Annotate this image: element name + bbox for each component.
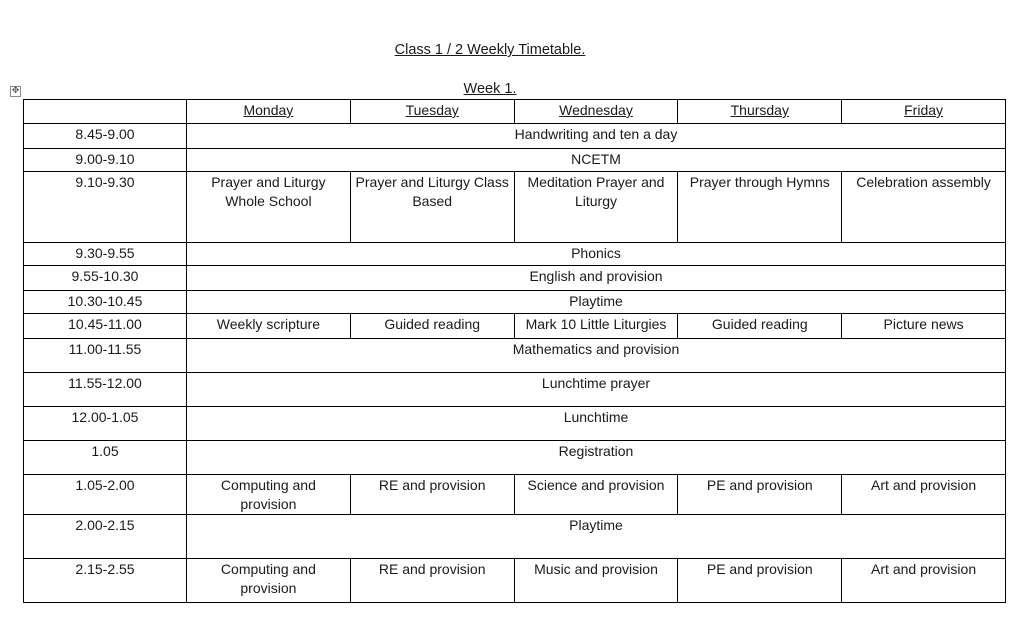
- time-cell[interactable]: 10.45-11.00: [24, 314, 187, 339]
- header-row: [24, 100, 1006, 124]
- activity-cell[interactable]: English and provision: [187, 266, 1006, 291]
- time-cell[interactable]: 9.30-9.55: [24, 243, 187, 266]
- activity-cell-thursday[interactable]: Guided reading: [678, 314, 842, 339]
- timetable: [23, 99, 1006, 603]
- time-cell[interactable]: 10.30-10.45: [24, 291, 187, 314]
- activity-cell-monday[interactable]: Prayer and Liturgy Whole School: [187, 172, 351, 243]
- activity-cell-tuesday[interactable]: Guided reading: [350, 314, 514, 339]
- activity-cell-monday[interactable]: Computing and provision: [187, 475, 351, 515]
- table-row: [24, 515, 1006, 559]
- activity-cell-tuesday[interactable]: Prayer and Liturgy Class Based: [350, 172, 514, 243]
- table-row: [24, 373, 1006, 407]
- time-cell[interactable]: 2.00-2.15: [24, 515, 187, 559]
- table-row: [24, 559, 1006, 603]
- day-header-monday[interactable]: Monday: [187, 100, 351, 124]
- time-cell[interactable]: 9.55-10.30: [24, 266, 187, 291]
- day-header-friday[interactable]: Friday: [842, 100, 1006, 124]
- activity-cell-tuesday[interactable]: RE and provision: [350, 559, 514, 603]
- activity-cell-wednesday[interactable]: Science and provision: [514, 475, 678, 515]
- activity-cell-friday[interactable]: Art and provision: [842, 475, 1006, 515]
- day-header-thursday[interactable]: Thursday: [678, 100, 842, 124]
- activity-cell[interactable]: Mathematics and provision: [187, 339, 1006, 373]
- table-row: [24, 475, 1006, 515]
- table-row: [24, 314, 1006, 339]
- week-label: Week 1.: [463, 81, 517, 97]
- time-cell[interactable]: 1.05-2.00: [24, 475, 187, 515]
- activity-cell-wednesday[interactable]: Music and provision: [514, 559, 678, 603]
- activity-cell[interactable]: Playtime: [187, 515, 1006, 559]
- corner-cell[interactable]: [24, 100, 187, 124]
- activity-cell[interactable]: Playtime: [187, 291, 1006, 314]
- activity-cell[interactable]: Lunchtime prayer: [187, 373, 1006, 407]
- activity-cell-friday[interactable]: Art and provision: [842, 559, 1006, 603]
- table-row: [24, 407, 1006, 441]
- time-cell[interactable]: 9.00-9.10: [24, 149, 187, 172]
- day-header-tuesday[interactable]: Tuesday: [350, 100, 514, 124]
- time-cell[interactable]: 11.00-11.55: [24, 339, 187, 373]
- time-cell[interactable]: 11.55-12.00: [24, 373, 187, 407]
- activity-cell[interactable]: NCETM: [187, 149, 1006, 172]
- time-cell[interactable]: 1.05: [24, 441, 187, 475]
- table-row: [24, 149, 1006, 172]
- table-row: [24, 172, 1006, 243]
- activity-cell-monday[interactable]: Computing and provision: [187, 559, 351, 603]
- activity-cell[interactable]: Handwriting and ten a day: [187, 124, 1006, 149]
- activity-cell-thursday[interactable]: PE and provision: [678, 475, 842, 515]
- table-row: [24, 124, 1006, 149]
- activity-cell-wednesday[interactable]: Mark 10 Little Liturgies: [514, 314, 678, 339]
- time-cell[interactable]: 9.10-9.30: [24, 172, 187, 243]
- document-title: Class 1 / 2 Weekly Timetable.: [394, 42, 586, 58]
- move-handle-icon[interactable]: ✥: [11, 86, 20, 96]
- activity-cell-friday[interactable]: Celebration assembly: [842, 172, 1006, 243]
- table-row: [24, 441, 1006, 475]
- activity-cell-thursday[interactable]: PE and provision: [678, 559, 842, 603]
- activity-cell-friday[interactable]: Picture news: [842, 314, 1006, 339]
- table-row: [24, 291, 1006, 314]
- table-row: [24, 243, 1006, 266]
- table-row: [24, 339, 1006, 373]
- activity-cell[interactable]: Registration: [187, 441, 1006, 475]
- time-cell[interactable]: 2.15-2.55: [24, 559, 187, 603]
- day-header-wednesday[interactable]: Wednesday: [514, 100, 678, 124]
- time-cell[interactable]: 8.45-9.00: [24, 124, 187, 149]
- activity-cell-monday[interactable]: Weekly scripture: [187, 314, 351, 339]
- activity-cell[interactable]: Lunchtime: [187, 407, 1006, 441]
- activity-cell-thursday[interactable]: Prayer through Hymns: [678, 172, 842, 243]
- activity-cell-wednesday[interactable]: Meditation Prayer and Liturgy: [514, 172, 678, 243]
- activity-cell-tuesday[interactable]: RE and provision: [350, 475, 514, 515]
- time-cell[interactable]: 12.00-1.05: [24, 407, 187, 441]
- table-row: [24, 266, 1006, 291]
- activity-cell[interactable]: Phonics: [187, 243, 1006, 266]
